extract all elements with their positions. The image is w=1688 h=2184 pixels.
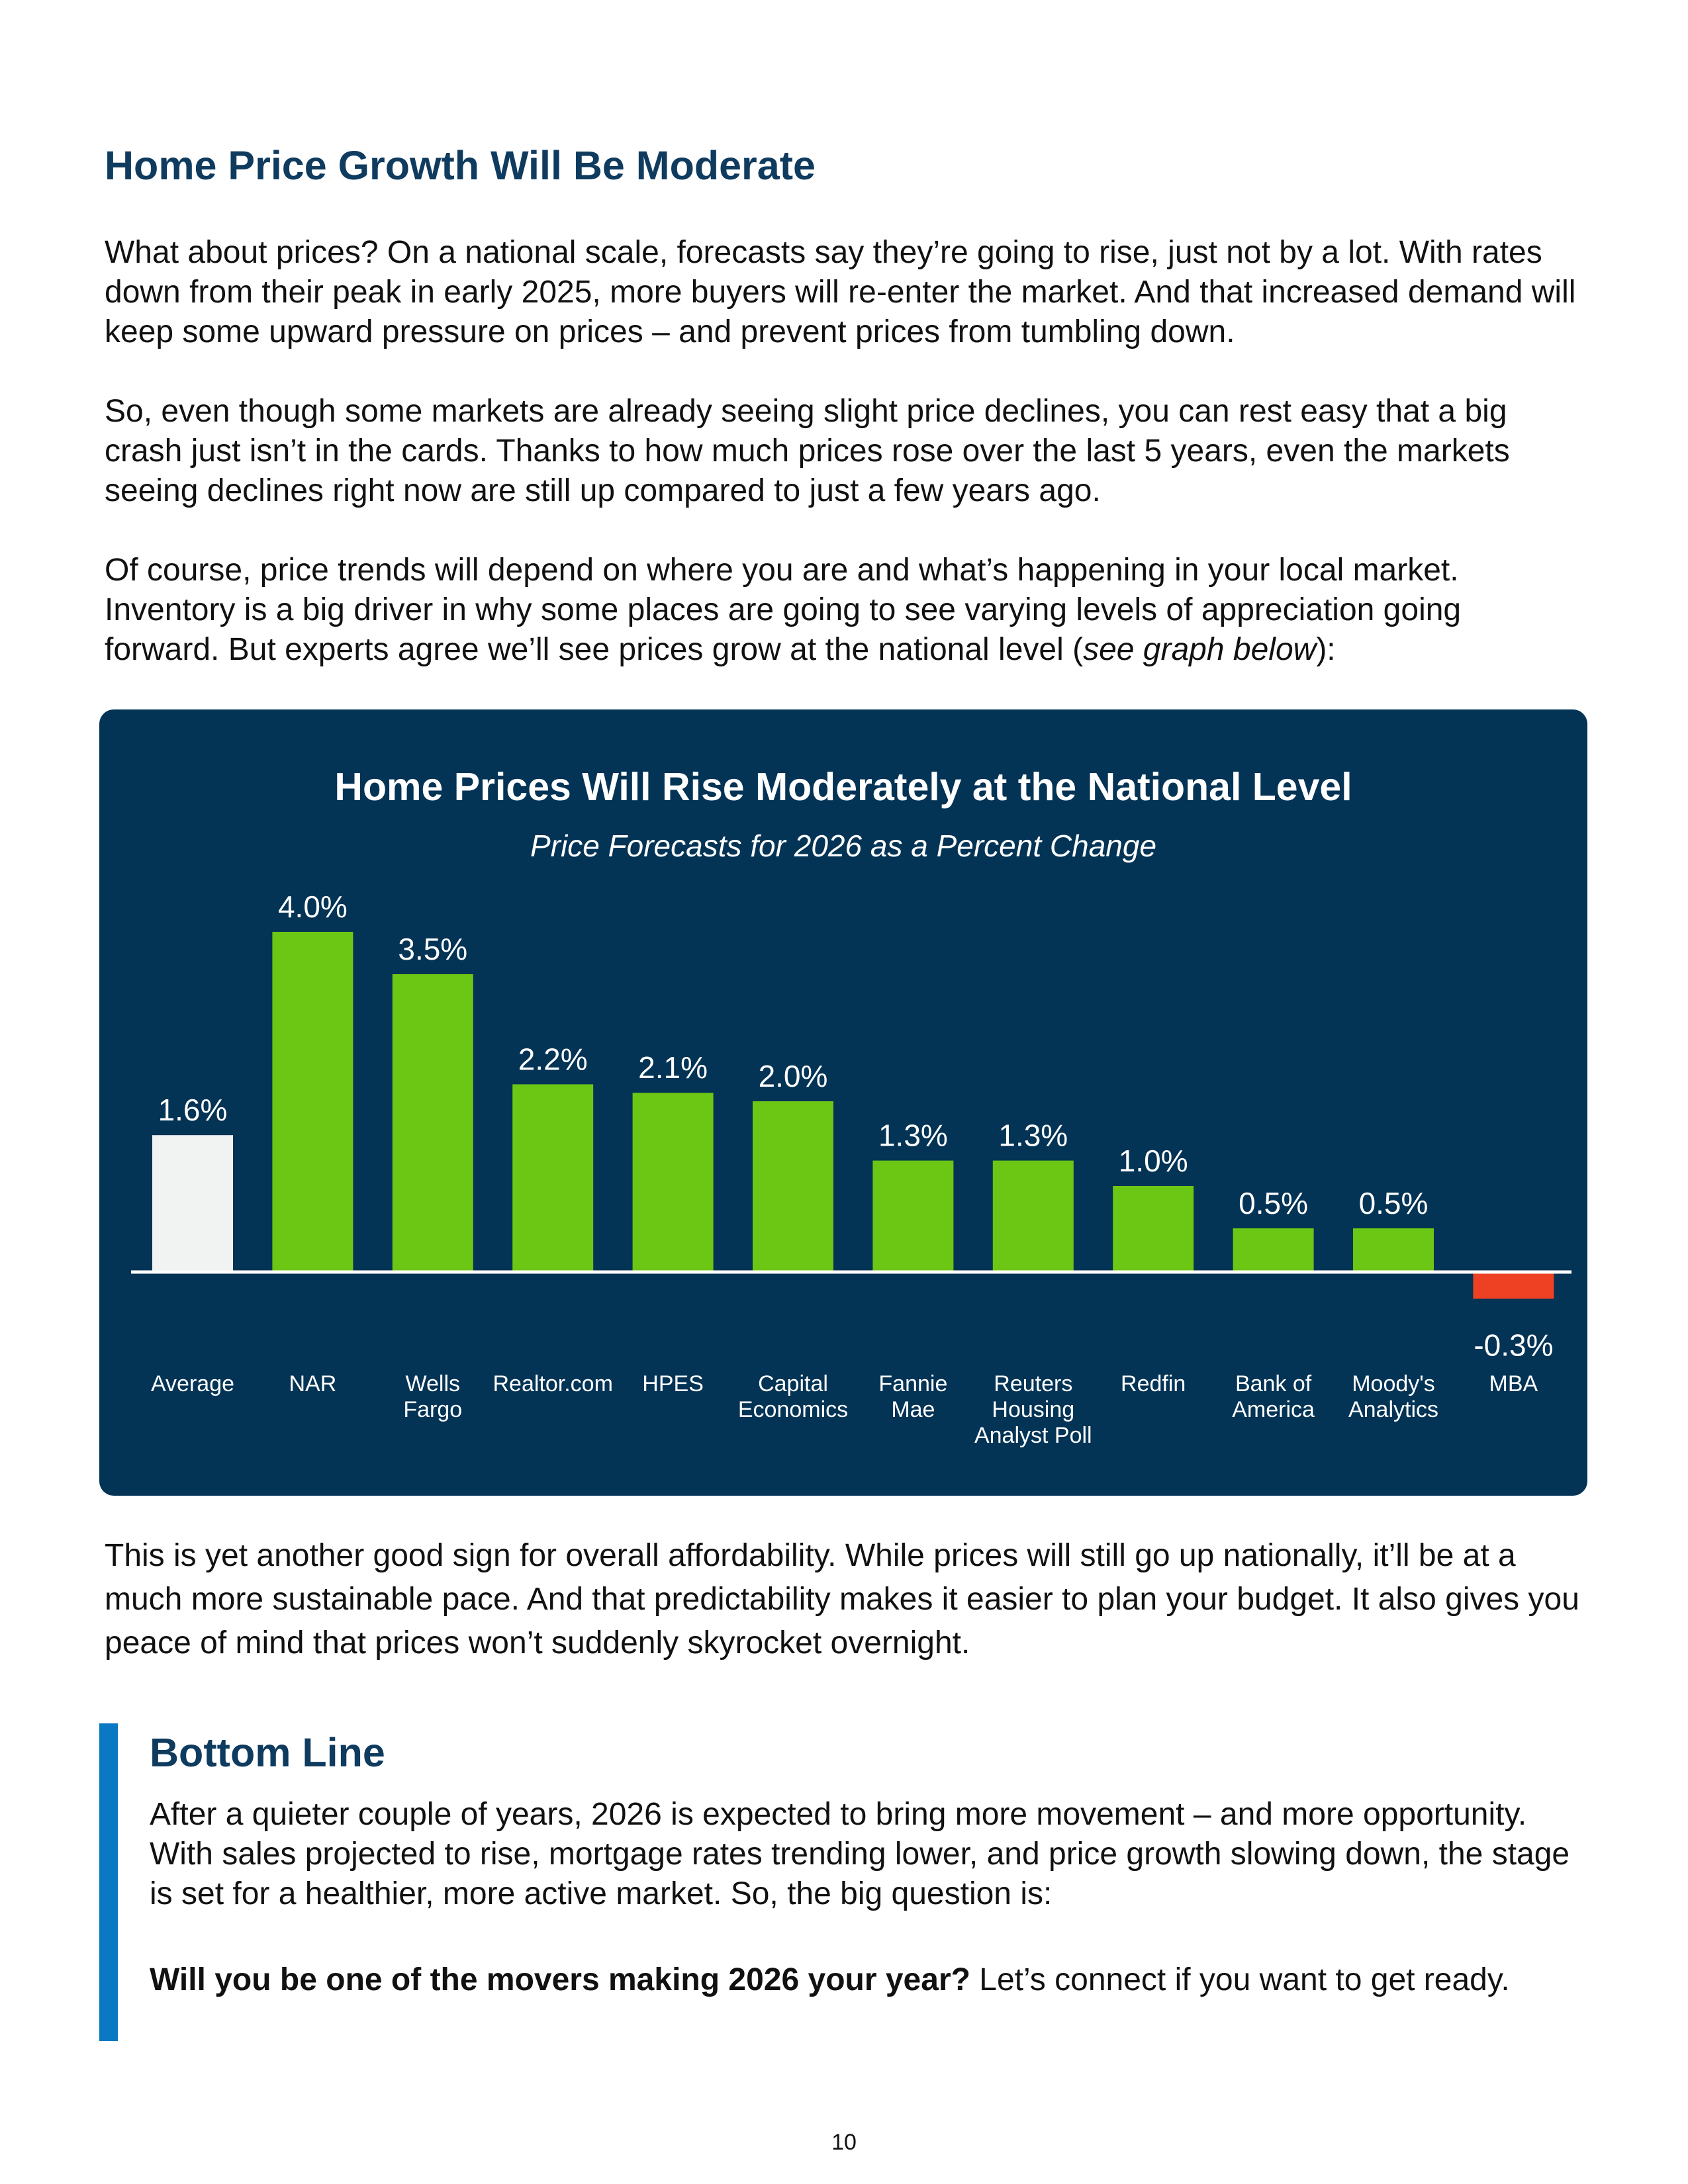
bottom-line-paragraph: After a quieter couple of years, 2026 is expected to bring more movement – and more opportunity. With sales projected to rise, mortgage rates trending lower, and price growth slowing down, the stage is set for a healthier, more active market. So, the big question is: <box>150 1797 1570 1911</box>
category-label-11 <box>1489 1371 1538 1396</box>
category-label-6 <box>878 1371 947 1422</box>
bar-value-label-5: 2.0% <box>758 1059 828 1093</box>
category-label-line: Bank of <box>1235 1371 1312 1396</box>
category-label-line: MBA <box>1489 1371 1538 1396</box>
bar-value-label-0: 1.6% <box>158 1093 228 1128</box>
category-label-4 <box>642 1371 704 1396</box>
category-label-5 <box>738 1371 848 1422</box>
category-label-line: America <box>1232 1397 1315 1422</box>
category-label-line: Fannie <box>878 1371 948 1396</box>
category-label-line: Economics <box>737 1397 849 1422</box>
bar-value-label-10: 0.5% <box>1358 1186 1429 1220</box>
bar-9 <box>1233 1228 1314 1271</box>
bar-8 <box>1113 1186 1194 1271</box>
paragraph-intro: What about prices? On a national scale, forecasts say they’re going to rise, just not by a lot. With rates down from their peak in early 2025, more buyers will re-enter the market. And that increased demand will keep some upward pressure on prices – and prevent prices from tumbling down. <box>105 235 1576 349</box>
bar-5 <box>753 1101 833 1271</box>
category-label-line: Reuters <box>994 1371 1073 1396</box>
paragraph-local-trends-end: ): <box>1316 632 1336 667</box>
bottom-line-title: Bottom Line <box>150 1730 385 1775</box>
chart-title: Home Prices Will Rise Moderately at the National Level <box>334 765 1352 809</box>
bottom-line-question-bold: Will you be one of the movers making 2026 your year? <box>150 1962 970 1997</box>
bar-11 <box>1473 1273 1554 1298</box>
bar-1 <box>272 932 353 1271</box>
bar-4 <box>633 1093 714 1271</box>
bar-2 <box>393 974 473 1271</box>
category-label-line: Capital <box>758 1371 828 1396</box>
bottom-line-question <box>150 1960 1579 2000</box>
category-label-line: Moody's <box>1352 1371 1435 1396</box>
category-label-line: Redfin <box>1121 1371 1186 1396</box>
paragraph-local-trends <box>105 551 1581 670</box>
category-label-9 <box>1232 1371 1315 1422</box>
category-label-line: Realtor.com <box>492 1371 613 1396</box>
bar-7 <box>993 1161 1074 1271</box>
bar-value-label-2: 3.5% <box>398 932 468 966</box>
chart-canvas <box>99 709 1587 1496</box>
category-label-line: NAR <box>289 1371 337 1396</box>
bar-value-label-8: 1.0% <box>1118 1144 1188 1178</box>
bar-3 <box>512 1084 593 1271</box>
bar-value-label-3: 2.2% <box>518 1042 588 1077</box>
bar-value-label-9: 0.5% <box>1239 1186 1309 1220</box>
bottom-line-question-rest: Let’s connect if you want to get ready. <box>970 1962 1510 1997</box>
category-label-line: Housing <box>992 1397 1075 1422</box>
paragraph-affordability: This is yet another good sign for overall affordability. While prices will still go up nationally, it’ll be at a much more sustainable pace. And that predictability makes it easier to plan your budget. It also gives you peace of mind that prices won’t suddenly skyrocket overnight. <box>105 1538 1579 1661</box>
bar-value-label-1: 4.0% <box>277 889 348 924</box>
bar-0 <box>152 1135 233 1271</box>
category-label-line: Mae <box>891 1397 935 1422</box>
category-label-2 <box>403 1371 462 1422</box>
page-number: 10 <box>831 2130 857 2155</box>
chart-subtitle: Price Forecasts for 2026 as a Percent Change <box>530 829 1157 863</box>
section-heading: Home Price Growth Will Be Moderate <box>105 143 816 188</box>
bar-10 <box>1353 1228 1434 1271</box>
category-label-3 <box>492 1371 612 1396</box>
category-label-line: Wells <box>405 1371 461 1396</box>
bottom-line-accent-bar <box>99 1723 118 2041</box>
category-label-line: Analyst Poll <box>974 1423 1092 1448</box>
category-label-line: HPES <box>642 1371 704 1396</box>
category-label-7 <box>974 1371 1092 1448</box>
bar-value-label-7: 1.3% <box>998 1118 1068 1153</box>
bar-value-label-11: -0.3% <box>1474 1328 1554 1363</box>
category-label-line: Average <box>150 1371 235 1396</box>
bar-6 <box>872 1161 953 1271</box>
category-label-line: Analytics <box>1348 1397 1439 1422</box>
bar-value-label-4: 2.1% <box>638 1050 708 1085</box>
bar-value-label-6: 1.3% <box>878 1118 948 1153</box>
category-label-1 <box>289 1371 337 1396</box>
category-label-line: Fargo <box>403 1397 463 1422</box>
category-label-0 <box>151 1371 234 1396</box>
price-forecast-chart <box>99 709 1587 1496</box>
category-label-8 <box>1121 1371 1186 1396</box>
chart-bars <box>131 889 1571 1448</box>
category-label-10 <box>1348 1371 1438 1422</box>
graph-reference: see graph below <box>1083 632 1317 667</box>
paragraph-no-crash: So, even though some markets are already seeing slight price declines, you can rest easy that a big crash just isn’t in the cards. Thanks to how much prices rose over the last 5 years, even the markets seeing declines right now are still up compared to just a few years ago. <box>105 394 1510 508</box>
paragraph-local-trends-text: Of course, price trends will depend on where you are and what’s happening in your local market. Inventory is a big driver in why some places are going to see varying levels of appreciation going forward. But experts agree we’ll see prices grow at the national level ( <box>105 553 1462 667</box>
